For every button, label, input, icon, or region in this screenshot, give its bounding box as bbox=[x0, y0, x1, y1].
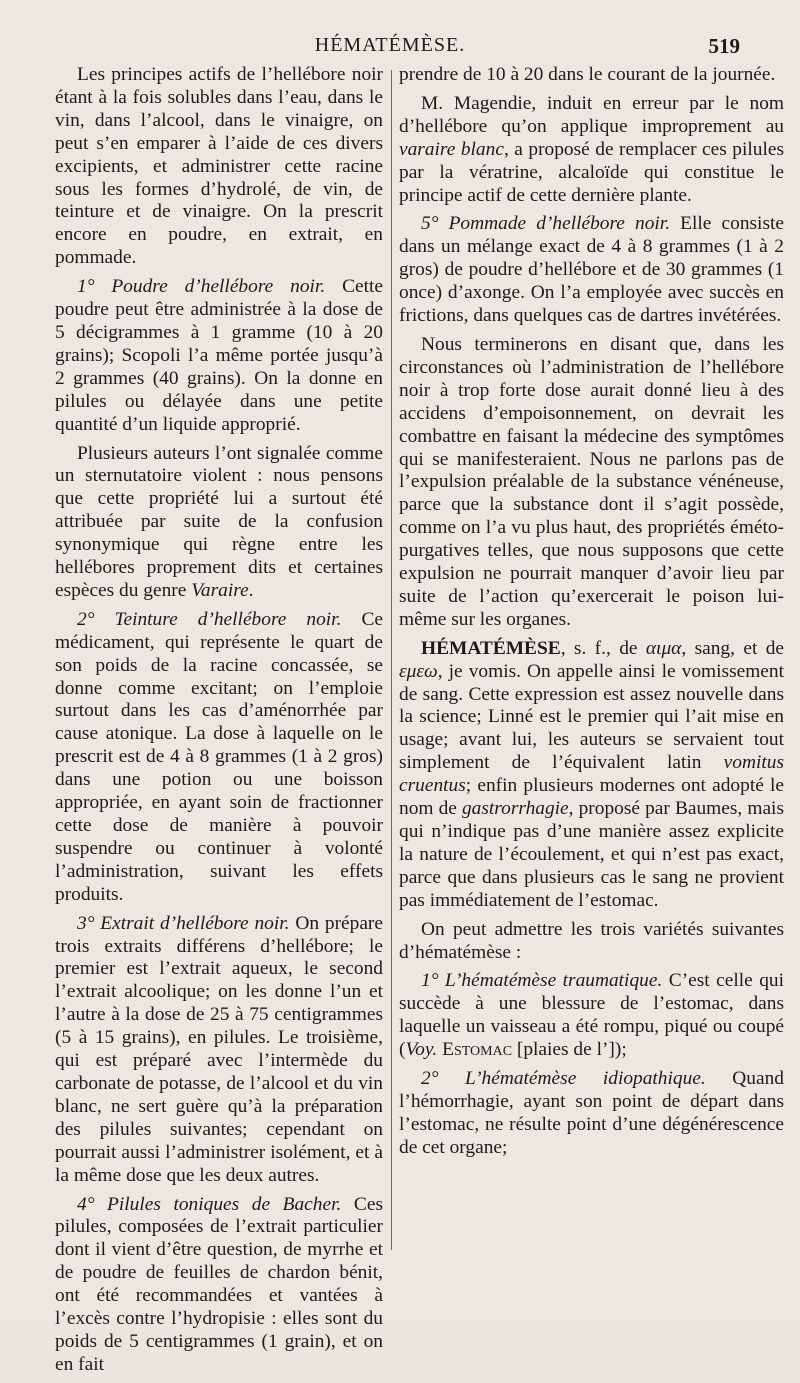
paragraph bbox=[399, 93, 784, 208]
running-header bbox=[40, 30, 740, 60]
genus-name: Varaire bbox=[191, 579, 249, 601]
paragraph-text: . bbox=[248, 579, 254, 601]
paragraph-text: Quand l’hémorrhagie, ayant son point de départ dans l’estomac, ne résulte point d’une dégénérescence de cet organe; bbox=[399, 1068, 784, 1158]
section-heading: 2° Teinture d’hellébore noir. bbox=[77, 608, 342, 630]
paragraph-text: Ce médicament, qui représente le quart de son poids de la racine concassée, se donne comme excitant; on l’emploie surtout dans les cas d’aménorrhée par cause atonique. La dose à laquelle on le prescrit est de 4 à 8 grammes (1 à 2 gros) dans une potion ou une boisson appropriée, en ayant soin de fractionner cette dose de manière à pouvoir suspendre ou continuer à volonté l’administration, suivant les effets produits. bbox=[55, 608, 383, 905]
paragraph-text: , proposé par Baumes, mais qui n’indique pas d’une manière assez explicite la nature de l’écoulement, et qui n’est pas exact, parce que dans plusieurs cas le sang ne provient pas immédiatement de l’estomac. bbox=[399, 798, 784, 911]
section-heading: 5° Pommade d’hellébore noir. bbox=[421, 213, 671, 235]
paragraph-text: On prépare trois extraits différens d’hellébore; le premier est l’extrait aqueux, le second l’extrait alcoolique; on les donne l’un et l’autre à la dose de 25 à 75 centigrammes (5 à 15 grains), en pilules. Le troisième, qui est préparé avec l’intermède du carbonate de potasse, de l’alcool et du vin blanc, ne sert guère qu’à la préparation des pilules suivantes; cependant on pourrait aussi l’administrer isolément, et à la même dose que les deux autres. bbox=[55, 912, 383, 1186]
page-number: 519 bbox=[708, 34, 740, 58]
paragraph-text: , a proposé de remplacer ces pilules par la vératrine, alcaloïde qui constitue le principe actif de cette dernière plante. bbox=[399, 138, 784, 206]
paragraph-text: , je vomis. On appelle ainsi le vomissement de sang. Cette expression est assez nouvelle dans la science; Linné est le premier qui l’ait mise en usage; avant lui, les auteurs se servaient tout simplement de l’équivalent latin bbox=[399, 660, 784, 774]
paragraph-text: , s. f., de bbox=[560, 637, 646, 659]
column-divider bbox=[391, 70, 392, 1250]
right-column bbox=[399, 64, 784, 1166]
paragraph-text: Elle consiste dans un mélange exact de 4 à 8 grammes (1 à 2 gros) de poudre d’hellébore et de 30 grammes (1 once) d’axonge. On l’a employée avec succès en frictions, dans quelques cas de dartres invétérées. bbox=[399, 213, 784, 327]
cross-reference: Voy. bbox=[405, 1039, 438, 1061]
term: gastrorrhagie bbox=[461, 798, 569, 820]
paragraph bbox=[399, 919, 784, 965]
paragraph-text: Ces pilules, composées de l’extrait particulier dont il vient d’être question, de myrrhe et de poudre de feuilles de chardon bénit, ont été recommandées et vantées à l’excès contre l’hydropisie : elles sont du poids de 5 centigrammes (1 grain), et on en fait bbox=[55, 1193, 383, 1375]
paragraph-text: Les principes actifs de l’hellébore noir étant à la fois solubles dans l’eau, dans le vin, dans l’alcool, dans le vinaigre, on peut s’en emparer à l’aide de ces divers excipients, et administrer cette racine sous les formes d’hydrolé, de vin, de teinture et de vinaigre. On la prescrit encore en poudre, en extrait, en pommade. bbox=[55, 64, 383, 269]
section-heading: 4° Pilules toniques de Bacher. bbox=[77, 1193, 342, 1215]
paragraph-text: Plusieurs auteurs l’ont signalée comme un sternutatoire violent : nous pensons que cette propriété lui a surtout été attribuée par suite de la confusion synonymique qui règne entre les hellébores proprement dits et certaines espèces du genre bbox=[55, 442, 383, 601]
entry-headword: HÉMATÉMÈSE bbox=[421, 637, 561, 659]
greek-word: εμεω bbox=[399, 660, 438, 682]
paragraph-text: prendre de 10 à 20 dans le courant de la journée. bbox=[399, 64, 776, 85]
greek-word: αιμα bbox=[645, 637, 682, 659]
paragraph-text: C’est celle qui succède à une blessure de l’estomac, dans laquelle un vaisseau a été rompu, piqué ou coupé ( bbox=[399, 970, 784, 1061]
paragraph bbox=[399, 638, 784, 913]
paragraph-text: On peut admettre les trois variétés suivantes d’hématémèse : bbox=[399, 918, 784, 963]
section-heading: 1° L’hématémèse traumatique. bbox=[421, 970, 663, 992]
paragraph bbox=[55, 1194, 383, 1377]
paragraph-text: M. Magendie, induit en erreur par le nom d’hellébore qu’on applique improprement au bbox=[399, 92, 784, 137]
section-heading: 1° Poudre d’hellébore noir. bbox=[77, 276, 326, 298]
latin-term: vomitus cruentus bbox=[399, 752, 784, 797]
left-column bbox=[55, 64, 383, 1383]
paragraph bbox=[399, 64, 784, 87]
running-title: HÉMATÉMÈSE. bbox=[314, 34, 466, 56]
paragraph-text: [plaies de l’]); bbox=[512, 1039, 627, 1061]
paragraph-text: , sang, et de bbox=[681, 637, 784, 659]
paragraph bbox=[55, 276, 383, 436]
paragraph bbox=[55, 609, 383, 907]
paragraph bbox=[55, 64, 383, 270]
paragraph-text: Cette poudre peut être administrée à la dose de 5 décigrammes à 1 gramme (10 à 20 grains); Scopoli l’a même portée jusqu’à 2 grammes (40 grains). On la donne en pilules ou délayée dans une petite quantité d’un liquide approprié. bbox=[55, 276, 383, 435]
paragraph bbox=[399, 334, 784, 632]
cross-reference-target: Estomac bbox=[437, 1039, 513, 1061]
paragraph bbox=[399, 213, 784, 328]
plant-name: varaire blanc bbox=[399, 138, 504, 160]
section-heading: 3° Extrait d’hellébore noir. bbox=[77, 912, 290, 934]
paragraph bbox=[399, 1068, 784, 1160]
paragraph bbox=[55, 443, 383, 603]
section-heading: 2° L’hématémèse idiopathique. bbox=[421, 1068, 706, 1090]
paragraph bbox=[55, 913, 383, 1188]
paragraph bbox=[399, 970, 784, 1062]
paragraph-text: ; enfin plusieurs modernes ont adopté le nom de bbox=[399, 775, 784, 820]
paragraph-text: Nous terminerons en disant que, dans les circonstances où l’administration de l’hellébore noir à trop forte dose aurait donné lieu à des accidens d’empoisonnement, on devrait les combattre en faisant la médecine des symptômes qui se manifesteraient. Nous ne parlons pas de l’expulsion préalable de la substance vénéneuse, parce que la substance dont il s’agit possède, comme on l’a vu plus haut, des propriétés éméto-purgatives telles, que nous supposons que cette expulsion ne pourrait manquer d’avoir lieu par suite de l’action qu’exercerait le poison lui-même sur les organes. bbox=[399, 333, 784, 630]
